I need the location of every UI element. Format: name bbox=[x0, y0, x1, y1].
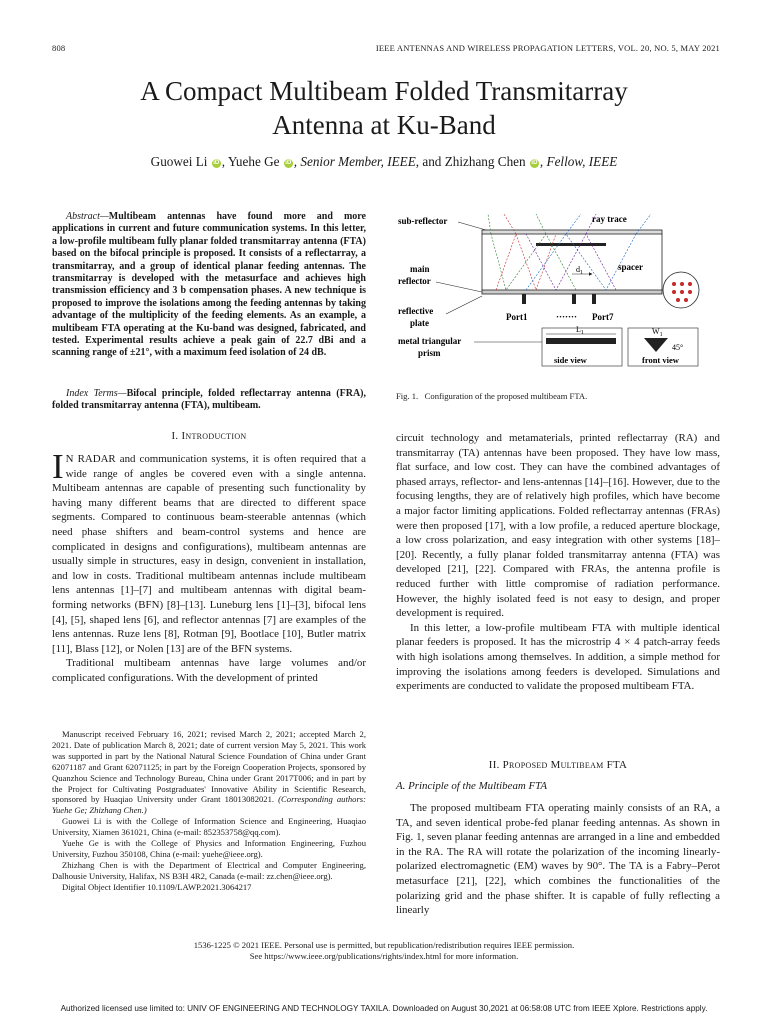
intro-p1-text: N RADAR and communication systems, it is often required that a wide range of angles be covered even with a single antenna. Multibeam antennas are capable of presenting such functionality by having many different beams that are directed to different space segments. Compared to continuous beam-steerable antennas (which need phase shifters and beam-control systems and hence are complicated in designs and configurations), multibeam antennas are usually simple in structures, easy in design, convenient in installation, and low in costs. Traditional multibeam antennas include multibeam lens antennas [1]–[7] and multibeam antennas with digital beam-forming networks (BFN) [8]–[13]. Luneburg lens [1]–[3], bifocal lens [4], [5], shaped lens [6], and reflector antennas [7] are examples of the lens antennas. Ruze lens [8], Rotman [9], Bootlace [10], Butler matrix [11], Blass [12], or Nolen [13] are of the BFN systems. bbox=[52, 453, 366, 655]
label-L1: $L_1$ bbox=[576, 325, 584, 336]
abstract bbox=[52, 211, 366, 360]
footnote-corresponding: (Corresponding authors: Yuehe Ge; Zhizhang Chen.) bbox=[52, 794, 366, 816]
figure-1-caption bbox=[396, 391, 716, 401]
section-2-paragraph-1: The proposed multibeam FTA operating mainly consists of an RA, a TA, and seven identical probe-fed planar feeding antennas. As shown in Fig. 1, seven planar feeding antennas are arranged in a line and embedded in the RA. The RA will rotate the polarization of the incoming linearly-polarized electromagnetic (EM) waves by 90°. The TA is a Fabry–Perot metasurface [21], [22], which combines the functionalities of the polarizing grid and the phase shifter. It is capable of fully reflecting a linearly bbox=[396, 802, 720, 917]
label-side-view: side view bbox=[554, 355, 587, 365]
patch-strip bbox=[536, 243, 606, 246]
footnote-doi[interactable]: Digital Object Identifier 10.1109/LAWP.2021.3064217 bbox=[62, 881, 252, 892]
footnote-text: Manuscript received February 16, 2021; revised March 2, 2021; accepted March 2, 2021. Date of publication March 8, 2021; date of current version May 5, 2021. This work was supported in part by the National Natural Science Foundation of China under Grant 62071187 and Grant 62071125; in part by the Foreign Cooperation Projects, sponsored by Quanzhou Science and Technology Bureau, China under Grant 2017T006; and in part by the Project for Cultivating Postgraduates' Innovative Ability in Scientific Research, sponsored by Huaqiao University under Grant 18013082021. bbox=[52, 729, 366, 805]
caption-number: Fig. 1. bbox=[396, 391, 419, 401]
orcid-icon[interactable]: iD bbox=[285, 160, 292, 166]
intro-body bbox=[52, 447, 366, 686]
label-main: main bbox=[410, 264, 430, 274]
section-title: Proposed Multibeam FTA bbox=[502, 759, 628, 771]
index-terms bbox=[52, 388, 366, 413]
label-port7: Port7 bbox=[592, 312, 614, 322]
section-number: II. bbox=[488, 759, 503, 771]
label-angle: 45° bbox=[672, 343, 684, 352]
paper-title bbox=[0, 74, 768, 142]
author-chen: Zhizhang Chen bbox=[444, 154, 526, 169]
journal-header: IEEE ANTENNAS AND WIRELESS PROPAGATION LETTERS, VOL. 20, NO. 5, MAY 2021 bbox=[375, 43, 720, 53]
footnote-chen: Zhizhang Chen is with the Department of Electrical and Computer Engineering, Dalhousie University, Halifax, NS B3H 4R2, Canada (e-mail: zz.chen@ieee.org). bbox=[52, 859, 366, 881]
author-chen-role: , Fellow, IEEE bbox=[539, 154, 618, 169]
spacer-detail bbox=[663, 272, 699, 308]
orcid-icon[interactable]: iD bbox=[531, 160, 538, 166]
copyright-line-2[interactable]: See https://www.ieee.org/publications/rights/index.html for more information. bbox=[249, 951, 519, 961]
figure-1-diagram bbox=[396, 210, 716, 380]
abstract-text: Multibeam antennas have found more and more applications in current and future communication systems. In this letter, a low-profile multibeam fully planar folded transmitarray antenna (FTA) based on the bifocal principle is proposed. It consists of a reflectarray, a transmitarray, and a group of identical planar feeding antennas. The transmitarray is developed with the metasurface and achieves high transmission efficiency and 3 b compensation phases. A new technique is proposed to improve the isolations among the feeding antennas by taking advantage of the multiplicity of the feeding elements. As an example, a multibeam FTA operating at the Ku-band was designed, fabricated, and tested. Experimental results achieve a peak gain of 22.7 dBi and a scanning range of ±21°, with a maximum feed isolation of 24 dB. bbox=[52, 211, 366, 359]
author-list bbox=[0, 154, 768, 170]
label-prism: prism bbox=[418, 348, 441, 358]
caption-text: Configuration of the proposed multibeam FTA. bbox=[424, 391, 588, 401]
figure-1 bbox=[396, 210, 716, 380]
label-reflective: reflective bbox=[398, 306, 434, 316]
intro-paragraph-1 bbox=[52, 447, 366, 656]
drop-cap: I bbox=[52, 447, 64, 486]
label-d1: $d_1$ bbox=[576, 265, 583, 276]
label-spacer: spacer bbox=[618, 262, 643, 272]
author-sep: , and bbox=[415, 154, 445, 169]
index-terms-lead: Index Terms— bbox=[66, 388, 127, 399]
title-line-2: Antenna at Ku-Band bbox=[272, 110, 496, 140]
footnote bbox=[52, 729, 366, 893]
abstract-lead: Abstract— bbox=[66, 211, 109, 222]
footnote-ge: Yuehe Ge is with the College of Physics and Information Engineering, Fuzhou University, Fuzhou 350108, China (e-mail: yuehe@ieee.org). bbox=[52, 838, 366, 859]
section-2-body bbox=[396, 801, 720, 918]
right-paragraph-2: In this letter, a low-profile multibeam FTA with multiple identical planar feeders is proposed. It has the microstrip 4 × 4 patch-array feeds with high isolations among themselves. In addition, a simple method for improving the isolations among feeders is developed. Simulations and experiments are conducted to validate the proposed multibeam FTA. bbox=[396, 621, 720, 693]
author-ge-role: , Senior Member, IEEE bbox=[293, 154, 416, 169]
page-number: 808 bbox=[52, 43, 66, 53]
footnote-manuscript bbox=[52, 729, 366, 816]
section-heading-2 bbox=[396, 759, 720, 771]
sub-reflector-plate bbox=[482, 230, 662, 234]
subsection-heading-a: A. Principle of the Multibeam FTA bbox=[396, 780, 548, 792]
label-W1: $W_1$ bbox=[652, 327, 663, 338]
label-port1: Port1 bbox=[506, 312, 528, 322]
label-metal-triangular: metal triangular bbox=[398, 336, 462, 346]
feed-ports bbox=[522, 294, 596, 304]
index-terms-text: Bifocal principle, folded reflectarray antenna (FRA), folded transmitarray antenna (FTA), multibeam. bbox=[52, 388, 366, 412]
author-sep: , bbox=[221, 154, 228, 169]
copyright-line-1: 1536-1225 © 2021 IEEE. Personal use is permitted, but republication/redistribution requires IEEE permission. bbox=[193, 940, 575, 950]
section-heading-intro bbox=[52, 430, 366, 442]
main-reflector-plate bbox=[482, 290, 662, 294]
orcid-icon[interactable]: iD bbox=[213, 160, 220, 166]
section-title: Introduction bbox=[181, 430, 247, 442]
prism-side-view bbox=[546, 338, 616, 344]
label-reflector: reflector bbox=[398, 276, 431, 286]
section-number: I. bbox=[171, 430, 182, 442]
label-front-view: front view bbox=[642, 355, 679, 365]
author-ge: Yuehe Ge bbox=[227, 154, 280, 169]
author-li: Guowei Li bbox=[150, 154, 208, 169]
intro-paragraph-2: Traditional multibeam antennas have large volumes and/or complicated configurations. With the development of printed bbox=[52, 657, 366, 684]
label-ray-trace: ray trace bbox=[592, 214, 627, 224]
right-column-body bbox=[396, 431, 720, 694]
footnote-li: Guowei Li is with the College of Information Science and Engineering, Huaqiao University, Xiamen 361021, China (e-mail: 852353758@qq.com). bbox=[52, 816, 366, 838]
label-plate: plate bbox=[410, 318, 429, 328]
prism-front-view bbox=[644, 338, 668, 352]
title-line-1: A Compact Multibeam Folded Transmitarray bbox=[140, 76, 628, 106]
copyright-notice bbox=[0, 940, 768, 962]
ray-traces bbox=[488, 214, 651, 290]
label-sub-reflector: sub-reflector bbox=[398, 216, 448, 226]
label-port-dots: ······· bbox=[556, 312, 578, 322]
authorization-banner: Authorized licensed use limited to: UNIV OF ENGINEERING AND TECHNOLOGY TAXILA. Downloaded on August 30,2021 at 06:58:08 UTC from IEEE Xplore. Restrictions apply. bbox=[60, 1004, 708, 1013]
right-paragraph-1: circuit technology and metamaterials, printed reflectarray (RA) and transmitarray (TA) antennas have been proposed. They have low mass, flat surface, and low cost. They can have the combined advantages of phased arrays, reflector- and lens-antennas [14]–[16]. However, due to the focusing lengths, they are of relatively high profiles, which have become a major factor limiting applications. Folded reflectarray antennas (FRAs) were then proposed [17], with a low profile, a reduced aperture blockage, a low cross polarization, and easy integration with other systems [18]–[20]. Recently, a fully planar folded transmitarray antenna (FTA) was developed [21], [22]. Compared with FRAs, the antenna profile is reduced further with little compromise of radiation performance. However, the highly isolated feed is not easy to design, and proper development is required. bbox=[396, 432, 720, 620]
